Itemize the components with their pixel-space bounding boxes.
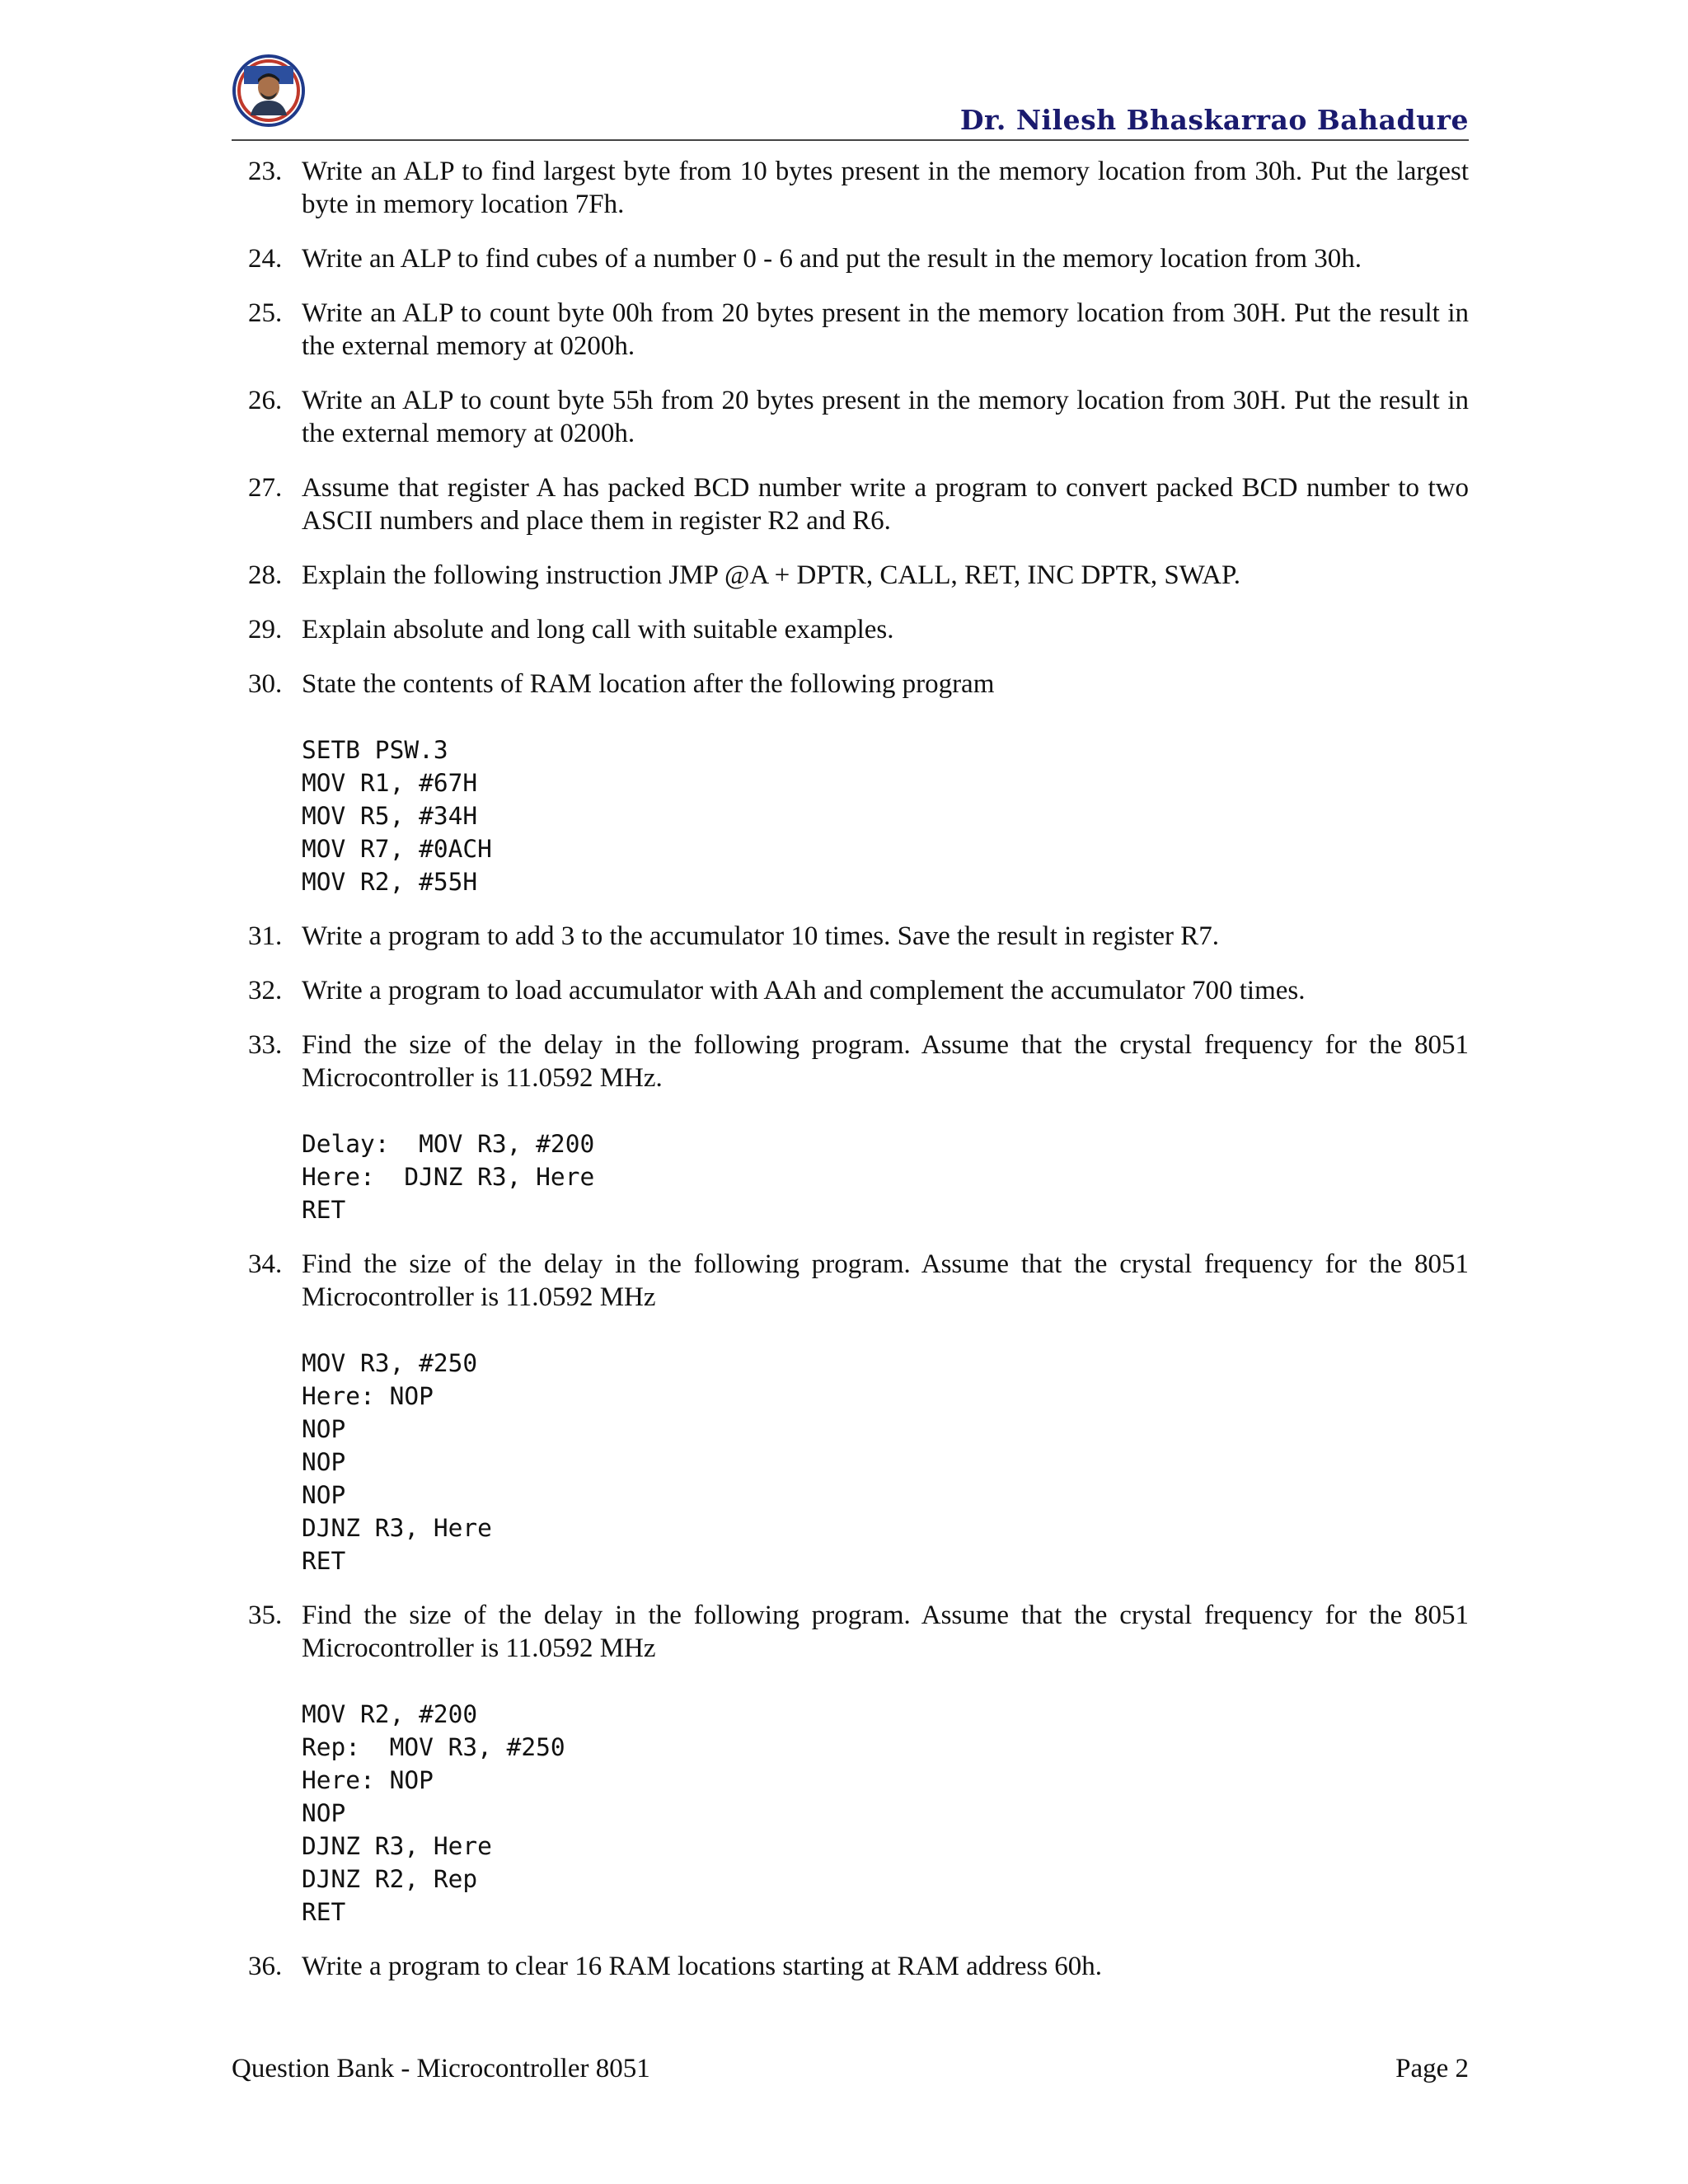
question-text: Write a program to load accumulator with AAh and complement the accumulator 700 times.	[302, 976, 1306, 1005]
question-text: Write an ALP to count byte 00h from 20 bytes present in the memory location from 30H. Put the result in the external memory at 0200h.	[302, 298, 1469, 361]
question-text: Write an ALP to count byte 55h from 20 bytes present in the memory location from 30H. Put the result in the external memory at 0200h.	[302, 386, 1469, 448]
question-item	[232, 559, 1469, 592]
question-item	[232, 613, 1469, 646]
question-item	[232, 155, 1469, 221]
question-text: Explain absolute and long call with suitable examples.	[302, 615, 894, 644]
question-number: 34.	[248, 1249, 283, 1279]
question-item	[232, 974, 1469, 1007]
question-item	[232, 297, 1469, 363]
question-text: State the contents of RAM location after the following program	[302, 669, 995, 699]
question-item	[232, 1248, 1469, 1577]
question-list	[232, 155, 1469, 2004]
question-text: Find the size of the delay in the following program. Assume that the crystal frequency for the 8051 Microcontroller is 11.0592 MHz	[302, 1601, 1469, 1663]
question-item	[232, 920, 1469, 953]
question-text: Write an ALP to find cubes of a number 0 - 6 and put the result in the memory location from 30h.	[302, 244, 1362, 274]
question-number: 24.	[248, 244, 283, 274]
question-number: 30.	[248, 669, 283, 699]
code-listing: SETB PSW.3 MOV R1, #67H MOV R5, #34H MOV R7, #0ACH MOV R2, #55H	[302, 736, 492, 896]
question-item	[232, 242, 1469, 275]
question-item	[232, 471, 1469, 537]
question-text: Assume that register A has packed BCD number write a program to convert packed BCD number to two ASCII numbers and place them in register R2 and R6.	[302, 473, 1469, 536]
question-number: 23.	[248, 157, 283, 186]
page-number: Page 2	[1395, 2054, 1469, 2083]
question-number: 26.	[248, 386, 283, 415]
header-author: Dr. Nilesh Bhaskarrao Bahadure	[959, 104, 1469, 136]
header-rule	[232, 139, 1469, 141]
question-item	[232, 668, 1469, 898]
question-text: Explain the following instruction JMP @A + DPTR, CALL, RET, INC DPTR, SWAP.	[302, 560, 1240, 590]
question-item	[232, 1950, 1469, 1983]
footer-title: Question Bank - Microcontroller 8051	[232, 2054, 650, 2083]
question-item	[232, 384, 1469, 450]
question-number: 32.	[248, 976, 283, 1005]
question-item	[232, 1029, 1469, 1226]
question-number: 33.	[248, 1030, 283, 1060]
question-number: 35.	[248, 1601, 283, 1630]
author-portrait-icon	[236, 58, 302, 124]
code-listing: MOV R3, #250 Here: NOP NOP NOP NOP DJNZ R3, Here RET	[302, 1349, 492, 1575]
question-text: Find the size of the delay in the following program. Assume that the crystal frequency for the 8051 Microcontroller is 11.0592 MHz.	[302, 1030, 1469, 1093]
question-text: Find the size of the delay in the following program. Assume that the crystal frequency for the 8051 Microcontroller is 11.0592 MHz	[302, 1249, 1469, 1312]
question-number: 27.	[248, 473, 283, 503]
author-logo	[232, 54, 305, 127]
question-number: 29.	[248, 615, 283, 644]
question-text: Write an ALP to find largest byte from 10 bytes present in the memory location from 30h. Put the largest byte in memory location 7Fh.	[302, 157, 1469, 219]
question-text: Write a program to add 3 to the accumulator 10 times. Save the result in register R7.	[302, 921, 1220, 951]
question-number: 36.	[248, 1952, 283, 1981]
question-number: 28.	[248, 560, 283, 590]
question-item	[232, 1599, 1469, 1929]
question-text: Write a program to clear 16 RAM locations starting at RAM address 60h.	[302, 1952, 1103, 1981]
question-number: 25.	[248, 298, 283, 328]
question-number: 31.	[248, 921, 283, 951]
code-listing: Delay: MOV R3, #200 Here: DJNZ R3, Here RET	[302, 1130, 595, 1224]
code-listing: MOV R2, #200 Rep: MOV R3, #250 Here: NOP NOP DJNZ R3, Here DJNZ R2, Rep RET	[302, 1700, 565, 1926]
